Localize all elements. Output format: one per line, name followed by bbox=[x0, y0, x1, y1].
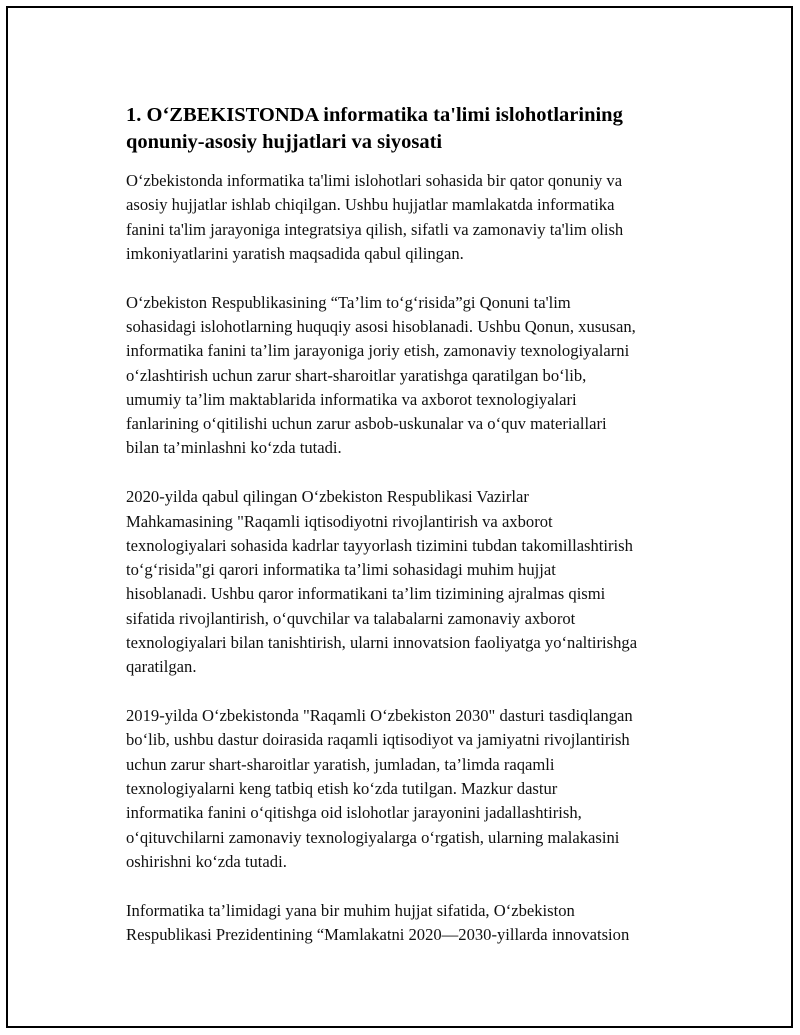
text-line: umumiy ta’lim maktablarida informatika va axborot texnologiyalari bbox=[126, 389, 577, 409]
paragraph-intro bbox=[126, 169, 692, 266]
text-line: sifatida rivojlantirish, o‘quvchilar va talabalarni zamonaviy axborot bbox=[126, 608, 576, 628]
text-line: 2019-yilda O‘zbekistonda "Raqamli O‘zbekiston 2030" dasturi tasdiqlangan bbox=[126, 706, 633, 726]
text-line: o‘qituvchilarni zamonaviy texnologiyalarga o‘rgatish, ularning malakasini bbox=[126, 827, 620, 847]
paragraph-presidential-decree bbox=[126, 899, 692, 948]
text-line: fanlarining o‘qitilishi uchun zarur asbob-uskunalar va o‘quv materiallari bbox=[126, 414, 607, 434]
text-line: imkoniyatlarini yaratish maqsadida qabul qilingan. bbox=[126, 243, 464, 263]
text-line: Mahkamasining "Raqamli iqtisodiyotni rivojlantirish va axborot bbox=[126, 511, 553, 531]
text-line: o‘zlashtirish uchun zarur shart-sharoitlar yaratishga qaratilgan bo‘lib, bbox=[126, 365, 587, 385]
text-line: bo‘lib, ushbu dastur doirasida raqamli iqtisodiyot va jamiyatni rivojlantirish bbox=[126, 730, 630, 750]
text-line: O‘zbekiston Respublikasining “Ta’lim to‘g‘risida”gi Qonuni ta'lim bbox=[126, 292, 571, 312]
text-line: informatika fanini o‘qitishga oid islohotlar jarayonini jadallashtirish, bbox=[126, 803, 582, 823]
text-line: qaratilgan. bbox=[126, 657, 197, 677]
text-line: uchun zarur shart-sharoitlar yaratish, jumladan, ta’limda raqamli bbox=[126, 754, 555, 774]
text-line: O‘zbekistonda informatika ta'limi islohotlari sohasida bir qator qonuniy va bbox=[126, 171, 623, 190]
text-line: informatika fanini ta’lim jarayoniga joriy etish, zamonaviy texnologiyalarni bbox=[126, 341, 630, 361]
text-line: oshirishni ko‘zda tutadi. bbox=[126, 851, 287, 871]
text-line: bilan ta’minlashni ko‘zda tutadi. bbox=[126, 438, 342, 458]
text-line: 2020-yilda qabul qilingan O‘zbekiston Respublikasi Vazirlar bbox=[126, 487, 529, 507]
text-line: sohasidagi islohotlarning huquqiy asosi hisoblanadi. Ushbu Qonun, xususan, bbox=[126, 316, 636, 336]
text-line: Informatika ta’limidagi yana bir muhim hujjat sifatida, O‘zbekiston bbox=[126, 900, 575, 920]
text-line: texnologiyalari sohasida kadrlar tayyorlash tizimini tubdan takomillashtirish bbox=[126, 535, 633, 555]
heading-line: qonuniy-asosiy hujjatlari va siyosati bbox=[126, 131, 443, 153]
text-line: hisoblanadi. Ushbu qaror informatikani ta’lim tizimining ajralmas qismi bbox=[126, 584, 606, 604]
text-line: to‘g‘risida"gi qarori informatika ta’limi sohasidagi muhim hujjat bbox=[126, 560, 556, 580]
document-body bbox=[126, 102, 692, 972]
text-line: texnologiyalari bilan tanishtirish, ularni innovatsion faoliyatga yo‘naltirishga bbox=[126, 633, 638, 653]
paragraph-digital-uzbekistan bbox=[126, 704, 692, 874]
paragraph-cabinet-resolution bbox=[126, 485, 692, 679]
heading-line: 1. O‘ZBEKISTONDA informatika ta'limi islohotlarining bbox=[126, 104, 623, 126]
text-line: asosiy hujjatlar ishlab chiqilgan. Ushbu hujjatlar mamlakatda informatika bbox=[126, 195, 615, 215]
text-line: Respublikasi Prezidentining “Mamlakatni 2020—2030-yillarda innovatsion bbox=[126, 925, 630, 945]
page-frame bbox=[6, 6, 793, 1028]
section-heading bbox=[126, 102, 692, 156]
text-line: texnologiyalarni keng tatbiq etish ko‘zda tutilgan. Mazkur dastur bbox=[126, 779, 558, 799]
text-line: fanini ta'lim jarayoniga integratsiya qilish, sifatli va zamonaviy ta'lim olish bbox=[126, 219, 624, 239]
paragraph-education-law bbox=[126, 291, 692, 461]
